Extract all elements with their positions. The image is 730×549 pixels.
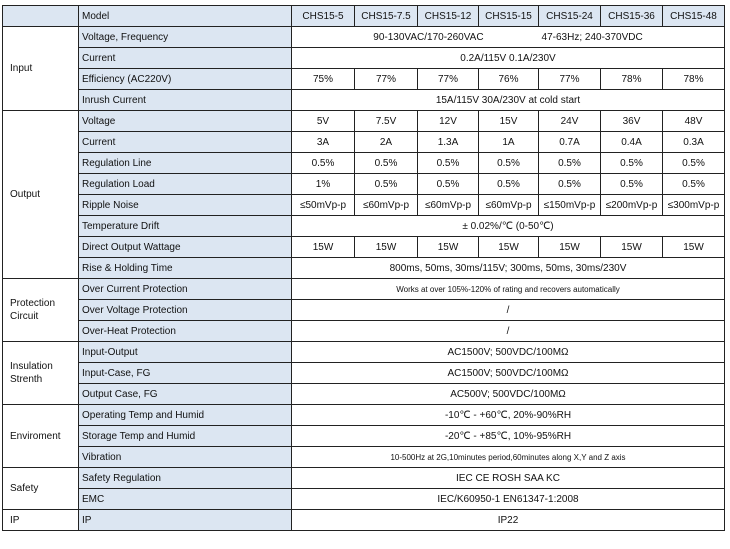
model-name: CHS15-12 — [418, 6, 479, 27]
span-value-cell: AC500V; 500VDC/100MΩ — [292, 384, 725, 405]
spec-row — [3, 426, 725, 447]
row-label: Over Voltage Protection — [79, 300, 292, 321]
value-cell: ≤60mVp-p — [355, 195, 418, 216]
span-value-cell: 0.2A/115V 0.1A/230V — [292, 48, 725, 69]
spec-row — [3, 384, 725, 405]
row-label: Current — [79, 48, 292, 69]
spec-row — [3, 468, 725, 489]
value-cell: 0.5% — [539, 153, 601, 174]
row-label: EMC — [79, 489, 292, 510]
span-value-cell: IP22 — [292, 510, 725, 531]
value-part: 90-130VAC/170-260VAC — [373, 31, 484, 43]
spec-row — [3, 27, 725, 48]
spec-table — [2, 5, 725, 531]
model-name: CHS15-24 — [539, 6, 601, 27]
row-label: Ripple Noise — [79, 195, 292, 216]
row-label: Operating Temp and Humid — [79, 405, 292, 426]
value-cell: 15V — [479, 111, 539, 132]
model-name: CHS15-15 — [479, 6, 539, 27]
value-cell: 15W — [355, 237, 418, 258]
row-label: Regulation Line — [79, 153, 292, 174]
spec-row — [3, 279, 725, 300]
value-cell: 36V — [601, 111, 663, 132]
value-cell: 0.5% — [601, 153, 663, 174]
spec-row — [3, 90, 725, 111]
value-cell: 15W — [292, 237, 355, 258]
spec-row — [3, 174, 725, 195]
span-value-cell: IEC CE ROSH SAA KC — [292, 468, 725, 489]
value-cell: 76% — [479, 69, 539, 90]
value-cell: ≤60mVp-p — [418, 195, 479, 216]
value-part: 47-63Hz; 240-370VDC — [541, 31, 643, 43]
spec-row — [3, 405, 725, 426]
model-name: CHS15-7.5 — [355, 6, 418, 27]
header-corner-cell — [3, 6, 79, 27]
row-label: Over Current Protection — [79, 279, 292, 300]
spec-row — [3, 258, 725, 279]
value-cell: 24V — [539, 111, 601, 132]
group-label: Safety — [3, 468, 79, 510]
spec-row — [3, 447, 725, 468]
row-label: Input-Output — [79, 342, 292, 363]
group-label: Input — [3, 27, 79, 111]
spec-row — [3, 216, 725, 237]
span-value-cell: -20℃ - +85℃, 10%-95%RH — [292, 426, 725, 447]
spec-row — [3, 363, 725, 384]
value-cell: 15W — [601, 237, 663, 258]
span-value-cell: 15A/115V 30A/230V at cold start — [292, 90, 725, 111]
spec-row — [3, 111, 725, 132]
spec-row — [3, 237, 725, 258]
value-cell: 78% — [601, 69, 663, 90]
spec-row — [3, 153, 725, 174]
span-value-cell: IEC/K60950-1 EN61347-1:2008 — [292, 489, 725, 510]
value-cell: 0.5% — [663, 174, 725, 195]
value-cell: 0.5% — [601, 174, 663, 195]
row-label: Rise & Holding Time — [79, 258, 292, 279]
value-cell: 77% — [355, 69, 418, 90]
value-cell: 0.5% — [539, 174, 601, 195]
group-label: Insulation Strenth — [3, 342, 79, 405]
span-value-cell: 800ms, 50ms, 30ms/115V; 300ms, 50ms, 30ms/230V — [292, 258, 725, 279]
row-label: Output Case, FG — [79, 384, 292, 405]
value-cell: 77% — [539, 69, 601, 90]
value-cell: 0.5% — [355, 153, 418, 174]
span-value-cell: ± 0.02%/℃ (0-50℃) — [292, 216, 725, 237]
row-label: Temperature Drift — [79, 216, 292, 237]
value-cell: 48V — [663, 111, 725, 132]
value-cell: 15W — [418, 237, 479, 258]
span-value-cell: Works at over 105%-120% of rating and recovers automatically — [292, 279, 725, 300]
spec-row — [3, 321, 725, 342]
value-cell: 0.5% — [479, 174, 539, 195]
value-cell: 0.3A — [663, 132, 725, 153]
model-name: CHS15-48 — [663, 6, 725, 27]
spec-row — [3, 510, 725, 531]
value-cell: 0.5% — [355, 174, 418, 195]
row-label: Voltage, Frequency — [79, 27, 292, 48]
header-label: Model — [79, 6, 292, 27]
value-cell: 75% — [292, 69, 355, 90]
spec-row — [3, 300, 725, 321]
model-name: CHS15-5 — [292, 6, 355, 27]
span-value-cell — [292, 27, 725, 48]
spec-table-body — [3, 6, 725, 531]
span-value-cell: 10-500Hz at 2G,10minutes period,60minutes along X,Y and Z axis — [292, 447, 725, 468]
value-cell: 77% — [418, 69, 479, 90]
value-cell: 0.5% — [418, 153, 479, 174]
value-cell: 2A — [355, 132, 418, 153]
header-row — [3, 6, 725, 27]
row-label: Regulation Load — [79, 174, 292, 195]
model-name: CHS15-36 — [601, 6, 663, 27]
value-cell: 1A — [479, 132, 539, 153]
spec-row — [3, 195, 725, 216]
value-cell: 15W — [539, 237, 601, 258]
value-cell: 5V — [292, 111, 355, 132]
row-label: Current — [79, 132, 292, 153]
value-cell: ≤300mVp-p — [663, 195, 725, 216]
value-cell: 0.4A — [601, 132, 663, 153]
span-value-cell: AC1500V; 500VDC/100MΩ — [292, 342, 725, 363]
value-cell: 15W — [663, 237, 725, 258]
value-cell: 0.5% — [292, 153, 355, 174]
row-label: Efficiency (AC220V) — [79, 69, 292, 90]
group-label: IP — [3, 510, 79, 531]
value-cell: 0.5% — [663, 153, 725, 174]
value-cell: 1.3A — [418, 132, 479, 153]
row-label: Inrush Current — [79, 90, 292, 111]
row-label: Storage Temp and Humid — [79, 426, 292, 447]
value-cell: 0.7A — [539, 132, 601, 153]
group-label: Protection Circuit — [3, 279, 79, 342]
value-cell: ≤60mVp-p — [479, 195, 539, 216]
value-cell: ≤200mVp-p — [601, 195, 663, 216]
row-label: Voltage — [79, 111, 292, 132]
spec-row — [3, 132, 725, 153]
row-label: Safety Regulation — [79, 468, 292, 489]
value-cell: 7.5V — [355, 111, 418, 132]
spec-row — [3, 489, 725, 510]
value-cell: 15W — [479, 237, 539, 258]
value-cell: 78% — [663, 69, 725, 90]
group-label: Output — [3, 111, 79, 279]
row-label: Input-Case, FG — [79, 363, 292, 384]
span-value-cell: / — [292, 300, 725, 321]
span-value-cell: / — [292, 321, 725, 342]
value-cell: 3A — [292, 132, 355, 153]
group-label: Enviroment — [3, 405, 79, 468]
spec-row — [3, 48, 725, 69]
row-label: Over-Heat Protection — [79, 321, 292, 342]
value-cell: 0.5% — [418, 174, 479, 195]
value-cell: 0.5% — [479, 153, 539, 174]
row-label: Direct Output Wattage — [79, 237, 292, 258]
value-cell: ≤50mVp-p — [292, 195, 355, 216]
span-value-cell: AC1500V; 500VDC/100MΩ — [292, 363, 725, 384]
value-cell: 12V — [418, 111, 479, 132]
row-label: IP — [79, 510, 292, 531]
value-cell: ≤150mVp-p — [539, 195, 601, 216]
spec-row — [3, 69, 725, 90]
span-value-cell: -10℃ - +60℃, 20%-90%RH — [292, 405, 725, 426]
row-label: Vibration — [79, 447, 292, 468]
value-cell: 1% — [292, 174, 355, 195]
spec-row — [3, 342, 725, 363]
